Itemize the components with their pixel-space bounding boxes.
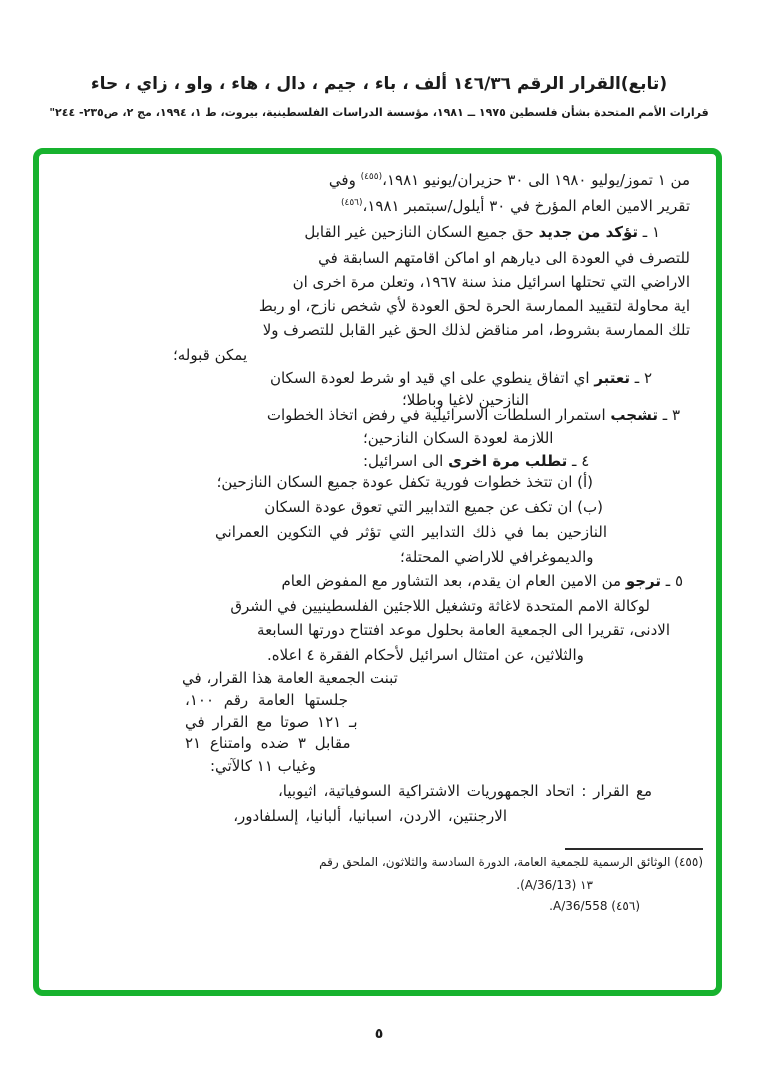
source-citation: قرارات الأمم المتحدة بشأن فلسطين ١٩٧٥ ــ ١٩٨١، مؤسسة الدراسات الفلسطينية، بيروت، ط ١، ١٩٩٤، مج ٢، ص٢٣٥- ٢٤٤" [49,106,709,119]
text-line: يمكن قبوله؛ [173,346,248,364]
text-line: تقرير الامين العام المؤرخ في ٣٠ أيلول/سبتمبر ١٩٨١،$^{(٤٥٦)}$ [340,197,690,215]
text-line: ٤ ـ تطلب مرة اخرى الى اسرائيل: [363,452,590,470]
text-line: للتصرف في العودة الى ديارهم او اماكن اقامتهم السابقة في [318,249,690,267]
text-line: الاراضي التي تحتلها اسرائيل منذ سنة ١٩٦٧، وتعلن مرة اخرى ان [292,273,690,291]
text-line: وغياب ١١ كالآتي: [210,757,316,775]
text-line: والديموغرافي للاراضي المحتلة؛ [400,548,594,566]
text-line: (أ) ان تتخذ خطوات فورية تكفل عودة جميع السكان النازحين؛ [216,473,593,491]
page-number: ٥ [374,1026,384,1042]
footnote-separator [565,848,703,850]
text-line: جلستها العامة رقم ١٠٠، [185,691,348,709]
text-line: مقابل ٣ ضده وامتناع ٢١ [185,734,351,752]
text-line: ٣ ـ تشجب استمرار السلطات الاسرائيلية في رفض اتخاذ الخطوات [266,406,680,424]
text-line: تبنت الجمعية العامة هذا القرار، في [182,669,398,687]
text-line: اللازمة لعودة السكان النازحين؛ [363,429,554,447]
text-line: اية محاولة لتقييد الممارسة الحرة لحق العودة لأي شخص نازح، او ربط [258,297,690,315]
text-line: والثلاثين، عن امتثال اسرائيل لأحكام الفقرة ٤ اعلاه. [267,646,584,664]
text-line: مع القرار : اتحاد الجمهوريات الاشتراكية السوفياتية، اثيوبيا، [277,782,652,800]
text-line: تلك الممارسة بشروط، امر مناقض لذلك الحق غير القابل للتصرف ولا [262,321,690,339]
text-line: بـ ١٢١ صوتا مع القرار في [185,713,358,731]
text-line: النازحين بما في ذلك التدابير التي تؤثر في التكوين العمراني [215,523,607,541]
text-line: الادنى، تقريرا الى الجمعية العامة بحلول موعد افتتاح دورتها السابعة [257,621,670,639]
text-line: ٥ ـ ترجو من الامين العام ان يقدم، بعد التشاور مع المفوض العام [281,572,683,590]
text-line: (٤٥٥) الوثائق الرسمية للجمعية العامة، الدورة السادسة والثلاثون، الملحق رقم [319,855,703,869]
page-title: (تابع)القرار الرقم ١٤٦/٣٦ ألف ، باء ، جيم ، دال ، هاء ، واو ، زاي ، حاء [90,74,668,94]
text-line: لوكالة الامم المتحدة لاغاثة وتشغيل اللاجئين الفلسطينيين في الشرق [230,597,650,615]
text-line: (٤٥٦) A/36/558. [549,899,640,913]
text-line: النازحين لاغيا وباطلا؛ [402,391,529,409]
text-line: الارجنتين، الاردن، اسبانيا، ألبانيا، إلسلفادور، [233,807,507,825]
text-line: ١ ـ تؤكد من جديد حق جميع السكان النازحين غير القابل [304,223,660,241]
text-line: ١٣ (A/36/13). [516,878,593,892]
text-line: من ١ تموز/يوليو ١٩٨٠ الى ٣٠ حزيران/يونيو ١٩٨١،$^{(٤٥٥)}$ وفي [328,171,690,189]
text-line: ٢ ـ تعتبر اي اتفاق ينطوي على اي قيد او شرط لعودة السكان [269,369,652,387]
text-line: (ب) ان تكف عن جميع التدابير التي تعوق عودة السكان [264,498,603,516]
